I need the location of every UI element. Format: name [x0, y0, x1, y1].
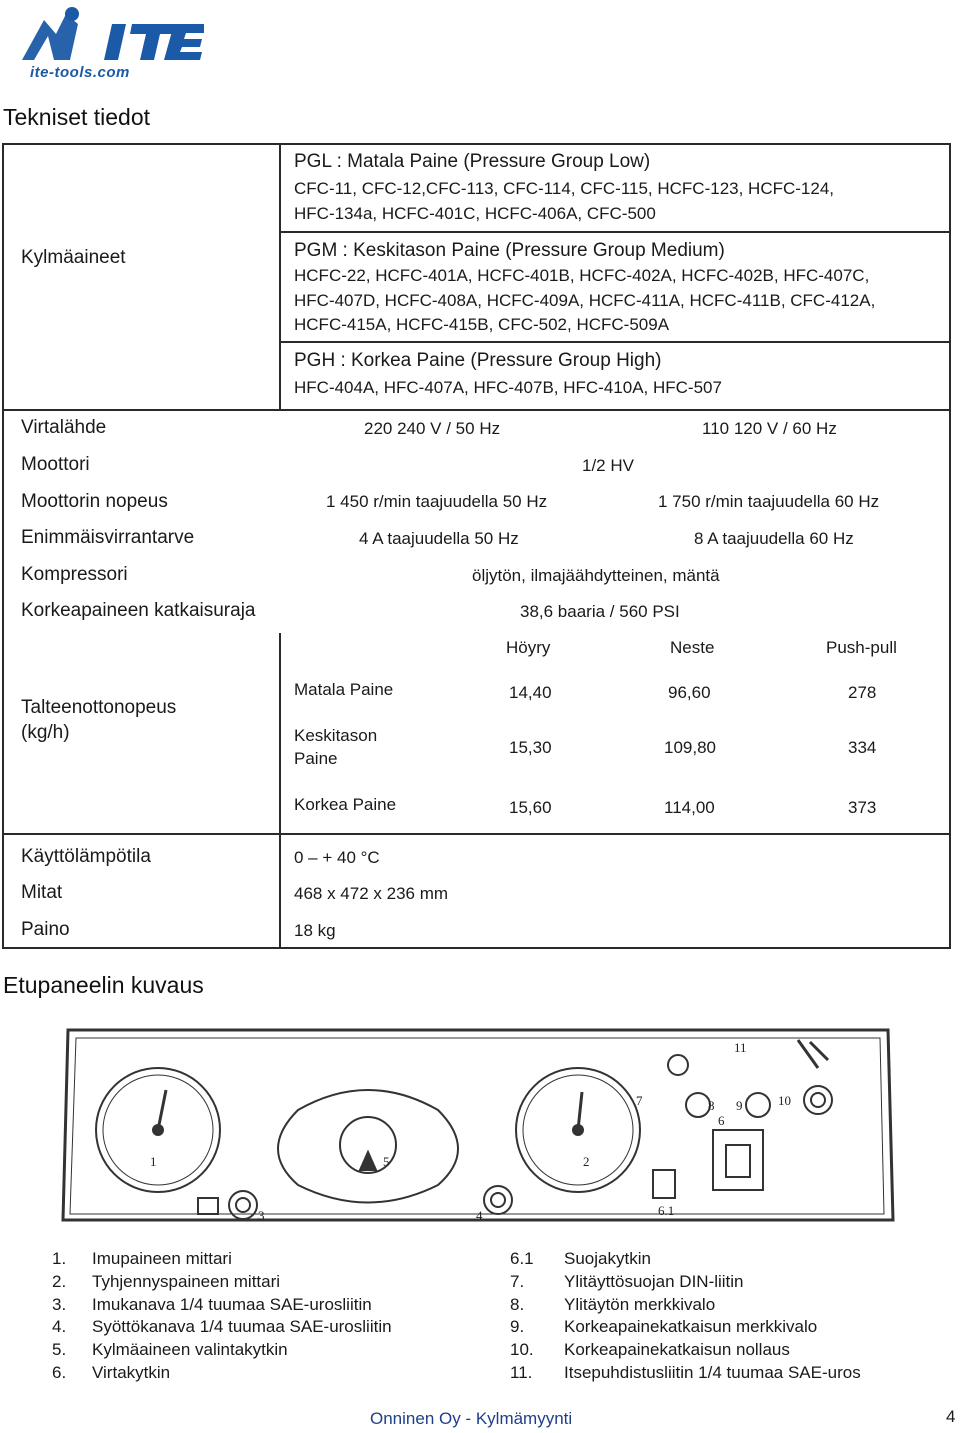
din-connector	[668, 1055, 688, 1075]
motor-label: Moottori	[21, 454, 90, 475]
power-220: 220 240 V / 50 Hz	[364, 419, 501, 438]
panel-label: 8	[708, 1098, 715, 1113]
self-clean-port	[798, 1040, 828, 1068]
pgm-list: HFC-407D, HCFC-408A, HCFC-409A, HCFC-411A, HCFC-411B, CFC-412A,	[294, 291, 876, 310]
low-liquid: 96,60	[668, 683, 711, 702]
panel-label: 5	[383, 1154, 390, 1169]
list-item: 5. Kylmäaineen valintakytkin	[52, 1340, 288, 1360]
high-pushpull: 373	[848, 798, 877, 817]
mid-liquid: 109,80	[664, 738, 716, 757]
discharge-port	[484, 1186, 512, 1214]
footer-company: Onninen Oy - Kylmämyynti	[370, 1409, 573, 1428]
low-pushpull: 278	[848, 683, 877, 702]
col-vapor: Höyry	[506, 638, 551, 657]
temp-value: 0 – + 40 °C	[294, 848, 380, 867]
divider	[279, 145, 281, 409]
list-item: 6.1 Suojakytkin	[510, 1249, 651, 1268]
low-vapor: 14,40	[509, 683, 552, 702]
panel-label: 6	[718, 1113, 725, 1128]
pgh-title: PGH : Korkea Paine (Pressure Group High)	[294, 350, 662, 371]
pgl-title: PGL : Matala Paine (Pressure Group Low)	[294, 151, 651, 172]
legend-right	[510, 1248, 861, 1385]
speed-60: 1 750 r/min taajuudella 60 Hz	[658, 492, 880, 511]
high-vapor: 15,60	[509, 798, 552, 817]
list-item: 8. Ylitäytön merkkivalo	[510, 1294, 716, 1314]
fuse-holder	[198, 1198, 218, 1214]
panel-inner	[70, 1038, 884, 1214]
motor-value: 1/2 HV	[582, 456, 634, 475]
divider	[4, 833, 951, 835]
overfill-light	[686, 1093, 710, 1117]
list-item: 7. Ylitäyttösuojan DIN-liitin	[510, 1271, 744, 1291]
panel-label: 4	[476, 1208, 483, 1223]
row-mid: Keskitason	[294, 726, 378, 745]
speed-label: Moottorin nopeus	[21, 491, 168, 512]
spec-table	[2, 143, 951, 949]
compressor-label: Kompressori	[21, 564, 128, 585]
power-110: 110 120 V / 60 Hz	[702, 419, 837, 438]
panel-label: 1	[150, 1154, 157, 1169]
page-number: 4	[946, 1407, 956, 1426]
mid-vapor: 15,30	[509, 738, 552, 757]
current-50: 4 A taajuudella 50 Hz	[359, 529, 519, 548]
row-low: Matala Paine	[294, 680, 394, 699]
front-panel-diagram	[58, 1020, 898, 1235]
pgh-list: HFC-404A, HFC-407A, HFC-407B, HFC-410A, HFC-507	[294, 378, 722, 397]
dim-value: 468 x 472 x 236 mm	[294, 884, 449, 903]
panel-label: 6.1	[658, 1203, 675, 1218]
pgl-list: HFC-134a, HCFC-401C, HCFC-406A, CFC-500	[294, 204, 656, 223]
highpressure-light	[746, 1093, 770, 1117]
section-heading-technical: Tekniset tiedot	[3, 104, 151, 130]
panel-label: 10	[778, 1093, 791, 1108]
panel-outline	[63, 1030, 893, 1220]
list-item: 9. Korkeapainekatkaisun merkkivalo	[510, 1317, 818, 1337]
pgm-list: HCFC-22, HCFC-401A, HCFC-401B, HCFC-402A, HCFC-402B, HFC-407C,	[294, 266, 870, 285]
panel-label: 3	[258, 1208, 265, 1223]
protection-switch	[653, 1170, 675, 1198]
list-item: 1. Imupaineen mittari	[52, 1249, 232, 1268]
pgm-list: HCFC-415A, HCFC-415B, CFC-502, HCFC-509A	[294, 315, 670, 334]
list-item: 2. Tyhjennyspaineen mittari	[52, 1271, 281, 1291]
dim-label: Mitat	[21, 882, 63, 903]
speed-50: 1 450 r/min taajuudella 50 Hz	[326, 492, 548, 511]
col-liquid: Neste	[670, 638, 715, 657]
panel-label: 7	[636, 1093, 643, 1108]
mid-pushpull: 334	[848, 738, 877, 757]
pgl-list: CFC-11, CFC-12,CFC-113, CFC-114, CFC-115, HCFC-123, HCFC-124,	[294, 179, 835, 198]
list-item: 3. Imukanava 1/4 tuumaa SAE-urosliitin	[52, 1294, 372, 1314]
refrigerant-selector	[278, 1090, 458, 1203]
list-item: 10. Korkeapainekatkaisun nollaus	[510, 1340, 790, 1360]
recovery-label: Talteenottonopeus	[21, 697, 177, 718]
divider	[279, 231, 951, 233]
reset-button	[804, 1086, 832, 1114]
temp-label: Käyttölämpötila	[21, 846, 151, 867]
high-liquid: 114,00	[664, 798, 715, 817]
panel-label: 11	[734, 1040, 747, 1055]
col-pushpull: Push-pull	[826, 638, 897, 657]
weight-value: 18 kg	[294, 921, 336, 940]
list-item: 11. Itsepuhdistusliitin 1/4 tuumaa SAE-uros	[510, 1362, 861, 1382]
row-high: Korkea Paine	[294, 795, 397, 814]
weight-label: Paino	[21, 919, 70, 940]
current-label: Enimmäisvirrantarve	[21, 527, 195, 548]
refrigerants-label: Kylmäaineet	[21, 247, 126, 268]
recovery-unit: (kg/h)	[21, 722, 70, 743]
cutoff-label: Korkeapaineen katkaisuraja	[21, 600, 256, 621]
section-heading-front-panel: Etupaneelin kuvaus	[3, 972, 204, 998]
panel-label: 2	[583, 1154, 590, 1169]
legend-left	[52, 1248, 392, 1385]
row-mid: Paine	[294, 749, 338, 768]
divider	[4, 409, 951, 411]
list-item: 6. Virtakytkin	[52, 1362, 171, 1382]
divider	[279, 633, 281, 949]
logo-url: ite-tools.com	[30, 64, 130, 81]
divider	[279, 341, 951, 343]
power-label: Virtalähde	[21, 417, 107, 438]
power-switch	[713, 1130, 763, 1190]
cutoff-value: 38,6 baaria / 560 PSI	[520, 602, 680, 621]
compressor-value: öljytön, ilmajäähdytteinen, mäntä	[472, 566, 720, 585]
panel-label: 9	[736, 1098, 743, 1113]
suction-port	[229, 1191, 257, 1219]
current-60: 8 A taajuudella 60 Hz	[694, 529, 854, 548]
list-item: 4. Syöttökanava 1/4 tuumaa SAE-urosliitin	[52, 1317, 392, 1337]
pgm-title: PGM : Keskitason Paine (Pressure Group Medium)	[294, 240, 725, 261]
